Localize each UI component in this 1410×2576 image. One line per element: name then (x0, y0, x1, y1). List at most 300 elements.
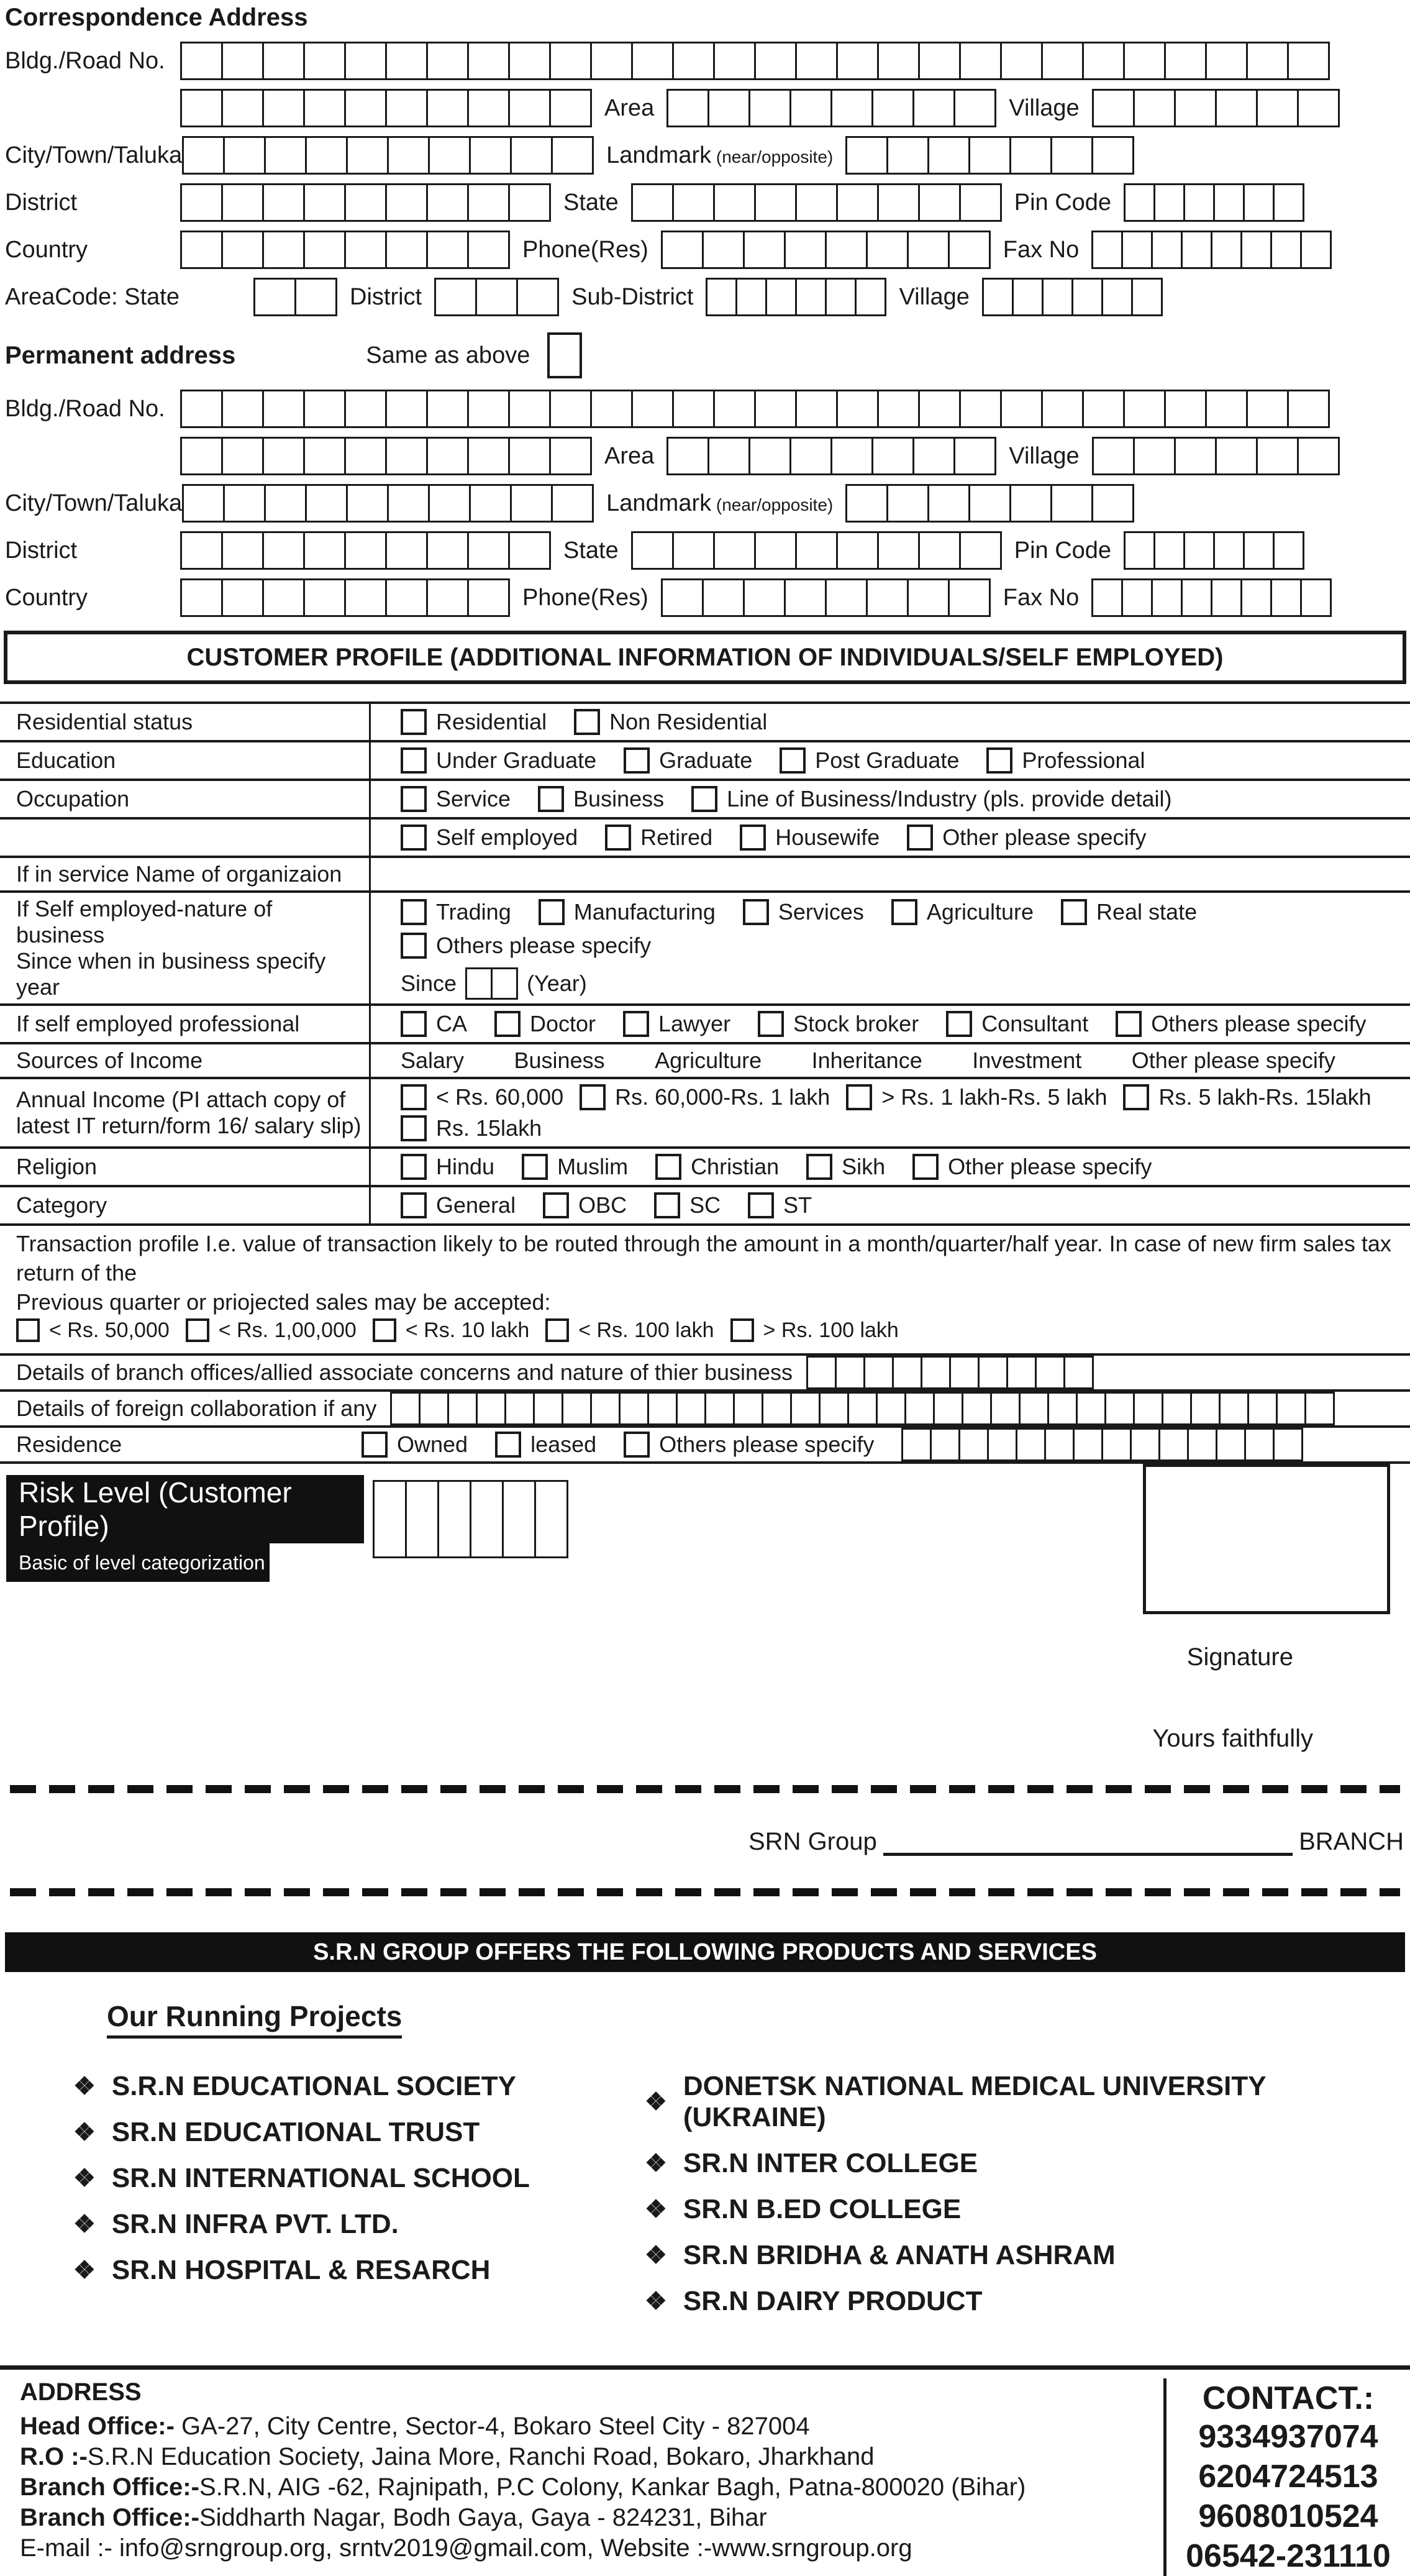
checkbox[interactable] (1061, 899, 1087, 925)
char-box[interactable] (756, 43, 797, 78)
char-box[interactable] (1123, 580, 1153, 615)
char-box[interactable] (346, 391, 387, 426)
checkbox[interactable] (401, 709, 427, 735)
checkbox[interactable] (654, 1192, 680, 1218)
checkbox[interactable] (758, 1011, 784, 1037)
char-box[interactable] (551, 439, 590, 473)
char-box[interactable] (305, 91, 346, 126)
char-box[interactable] (920, 43, 961, 78)
char-box[interactable] (1215, 185, 1245, 220)
char-box[interactable] (1215, 533, 1245, 568)
char-box[interactable] (821, 1394, 849, 1423)
char-box[interactable] (1242, 232, 1272, 267)
char-box[interactable] (1002, 43, 1043, 78)
char-box[interactable] (182, 185, 223, 220)
char-box[interactable] (1075, 1430, 1103, 1459)
char-box[interactable] (478, 1394, 506, 1423)
char-box[interactable] (305, 533, 346, 568)
char-box[interactable] (868, 232, 909, 267)
char-box[interactable] (879, 43, 920, 78)
char-box[interactable] (305, 43, 346, 78)
char-box[interactable] (1002, 391, 1043, 426)
char-box[interactable] (264, 232, 305, 267)
char-box[interactable] (346, 91, 387, 126)
char-box[interactable] (389, 486, 430, 521)
char-box[interactable] (421, 1394, 449, 1423)
char-box[interactable] (1272, 232, 1302, 267)
char-box[interactable] (750, 439, 791, 473)
char-box[interactable] (471, 138, 512, 173)
char-box[interactable] (407, 1482, 439, 1556)
char-box[interactable] (961, 43, 1002, 78)
char-box[interactable] (838, 43, 879, 78)
char-box[interactable] (950, 232, 989, 267)
char-box[interactable] (633, 185, 674, 220)
char-box[interactable] (888, 486, 929, 521)
char-box[interactable] (735, 1394, 763, 1423)
char-box[interactable] (1125, 43, 1166, 78)
checkbox[interactable] (495, 1432, 521, 1458)
char-box[interactable] (592, 43, 633, 78)
char-box[interactable] (469, 391, 510, 426)
char-box[interactable] (387, 185, 428, 220)
char-box[interactable] (797, 391, 838, 426)
char-box[interactable] (1185, 185, 1215, 220)
char-box[interactable] (182, 91, 223, 126)
char-box[interactable] (737, 280, 767, 314)
char-box[interactable] (989, 1430, 1017, 1459)
checkbox[interactable] (494, 1011, 521, 1037)
checkbox[interactable] (538, 786, 564, 812)
char-box[interactable] (756, 533, 797, 568)
char-box[interactable] (469, 91, 510, 126)
checkbox[interactable] (16, 1318, 40, 1342)
char-box[interactable] (879, 391, 920, 426)
char-box[interactable] (704, 580, 745, 615)
checkbox[interactable] (946, 1011, 972, 1037)
char-box[interactable] (1135, 439, 1176, 473)
char-box[interactable] (346, 439, 387, 473)
char-box[interactable] (1052, 486, 1093, 521)
char-box[interactable] (1135, 1394, 1163, 1423)
char-box[interactable] (903, 1430, 932, 1459)
char-box[interactable] (674, 533, 715, 568)
char-box[interactable] (223, 91, 264, 126)
checkbox[interactable] (401, 899, 427, 925)
char-box[interactable] (674, 43, 715, 78)
char-box[interactable] (745, 232, 786, 267)
checkbox[interactable] (362, 1432, 388, 1458)
char-box[interactable] (1011, 486, 1052, 521)
char-box[interactable] (668, 439, 709, 473)
char-box[interactable] (1217, 439, 1258, 473)
char-box[interactable] (1275, 1430, 1301, 1459)
char-box[interactable] (428, 185, 469, 220)
char-box[interactable] (1189, 1430, 1217, 1459)
char-box[interactable] (553, 138, 592, 173)
char-box[interactable] (182, 391, 223, 426)
char-box[interactable] (305, 232, 346, 267)
char-box[interactable] (1084, 43, 1125, 78)
char-box[interactable] (767, 280, 797, 314)
char-box[interactable] (428, 91, 469, 126)
char-box[interactable] (786, 232, 827, 267)
char-box[interactable] (563, 1394, 592, 1423)
char-box[interactable] (346, 232, 387, 267)
char-box[interactable] (387, 439, 428, 473)
char-box[interactable] (428, 533, 469, 568)
char-box[interactable] (1302, 232, 1330, 267)
char-box[interactable] (1093, 232, 1123, 267)
char-box[interactable] (1207, 391, 1248, 426)
char-box[interactable] (1094, 91, 1135, 126)
checkbox[interactable] (740, 824, 766, 851)
char-box[interactable] (469, 232, 508, 267)
char-box[interactable] (1212, 580, 1242, 615)
char-box[interactable] (868, 580, 909, 615)
char-box[interactable] (449, 1394, 478, 1423)
char-box[interactable] (920, 391, 961, 426)
char-box[interactable] (888, 138, 929, 173)
char-box[interactable] (709, 439, 750, 473)
char-box[interactable] (709, 91, 750, 126)
char-box[interactable] (951, 1358, 980, 1387)
char-box[interactable] (1043, 43, 1084, 78)
char-box[interactable] (510, 43, 551, 78)
char-box[interactable] (1065, 1358, 1092, 1387)
char-box[interactable] (1021, 1394, 1049, 1423)
char-box[interactable] (387, 91, 428, 126)
char-box[interactable] (797, 185, 838, 220)
char-box[interactable] (1302, 580, 1330, 615)
char-box[interactable] (1275, 185, 1303, 220)
char-box[interactable] (551, 43, 592, 78)
char-box[interactable] (1258, 439, 1299, 473)
char-box[interactable] (223, 391, 264, 426)
char-box[interactable] (808, 1358, 837, 1387)
char-box[interactable] (469, 439, 510, 473)
char-box[interactable] (827, 232, 868, 267)
checkbox[interactable] (401, 1115, 427, 1141)
char-box[interactable] (906, 1394, 935, 1423)
char-box[interactable] (184, 138, 225, 173)
char-box[interactable] (387, 580, 428, 615)
char-box[interactable] (929, 138, 970, 173)
char-box[interactable] (786, 580, 827, 615)
checkbox[interactable] (907, 824, 933, 851)
char-box[interactable] (223, 43, 264, 78)
char-box[interactable] (649, 1394, 678, 1423)
char-box[interactable] (707, 280, 737, 314)
char-box[interactable] (832, 91, 873, 126)
char-box[interactable] (756, 391, 797, 426)
char-box[interactable] (791, 439, 832, 473)
char-box[interactable] (182, 439, 223, 473)
char-box[interactable] (1245, 533, 1275, 568)
char-box[interactable] (305, 439, 346, 473)
char-box[interactable] (1093, 580, 1123, 615)
char-box[interactable] (510, 391, 551, 426)
char-box[interactable] (961, 391, 1002, 426)
char-box[interactable] (184, 486, 225, 521)
char-box[interactable] (745, 580, 786, 615)
char-box[interactable] (592, 1394, 621, 1423)
char-box[interactable] (633, 391, 674, 426)
char-box[interactable] (1073, 280, 1103, 314)
char-box[interactable] (950, 580, 989, 615)
char-box[interactable] (929, 486, 970, 521)
char-box[interactable] (1037, 1358, 1065, 1387)
char-box[interactable] (264, 580, 305, 615)
char-box[interactable] (668, 91, 709, 126)
char-box[interactable] (1248, 43, 1289, 78)
checkbox[interactable] (545, 1318, 569, 1342)
char-box[interactable] (223, 580, 264, 615)
char-box[interactable] (512, 486, 553, 521)
char-box[interactable] (255, 280, 296, 314)
checkbox[interactable] (401, 1011, 427, 1037)
char-box[interactable] (346, 185, 387, 220)
checkbox[interactable] (539, 899, 565, 925)
char-box[interactable] (1093, 138, 1132, 173)
char-box[interactable] (305, 185, 346, 220)
char-box[interactable] (348, 486, 389, 521)
char-box[interactable] (305, 580, 346, 615)
char-box[interactable] (439, 1482, 471, 1556)
char-box[interactable] (510, 439, 551, 473)
char-box[interactable] (1289, 43, 1328, 78)
char-box[interactable] (1052, 138, 1093, 173)
char-box[interactable] (296, 280, 335, 314)
char-box[interactable] (865, 1358, 894, 1387)
char-box[interactable] (1044, 280, 1073, 314)
char-box[interactable] (1153, 580, 1183, 615)
char-box[interactable] (715, 391, 756, 426)
char-box[interactable] (1126, 185, 1155, 220)
checkbox[interactable] (846, 1084, 872, 1110)
char-box[interactable] (797, 533, 838, 568)
char-box[interactable] (1166, 43, 1207, 78)
char-box[interactable] (223, 439, 264, 473)
char-box[interactable] (678, 1394, 706, 1423)
char-box[interactable] (633, 533, 674, 568)
char-box[interactable] (1133, 280, 1161, 314)
char-box[interactable] (504, 1482, 536, 1556)
char-box[interactable] (857, 280, 885, 314)
char-box[interactable] (469, 533, 510, 568)
checkbox[interactable] (605, 824, 631, 851)
char-box[interactable] (506, 1394, 535, 1423)
char-box[interactable] (879, 185, 920, 220)
char-box[interactable] (1272, 580, 1302, 615)
char-box[interactable] (873, 439, 914, 473)
char-box[interactable] (264, 91, 305, 126)
char-box[interactable] (430, 486, 471, 521)
char-box[interactable] (961, 533, 1000, 568)
char-box[interactable] (838, 533, 879, 568)
char-box[interactable] (471, 486, 512, 521)
char-box[interactable] (264, 391, 305, 426)
char-box[interactable] (1094, 439, 1135, 473)
char-box[interactable] (553, 486, 592, 521)
checkbox[interactable] (780, 747, 806, 774)
char-box[interactable] (955, 439, 994, 473)
char-box[interactable] (879, 533, 920, 568)
char-box[interactable] (387, 533, 428, 568)
char-box[interactable] (307, 138, 348, 173)
char-box[interactable] (346, 580, 387, 615)
char-box[interactable] (182, 232, 223, 267)
char-box[interactable] (264, 439, 305, 473)
char-box[interactable] (674, 185, 715, 220)
char-box[interactable] (706, 1394, 735, 1423)
checkbox[interactable] (373, 1318, 396, 1342)
char-box[interactable] (963, 1394, 992, 1423)
char-box[interactable] (970, 486, 1011, 521)
checkbox[interactable] (401, 1192, 427, 1218)
char-box[interactable] (1155, 533, 1185, 568)
char-box[interactable] (346, 43, 387, 78)
char-box[interactable] (1135, 91, 1176, 126)
char-box[interactable] (469, 185, 510, 220)
char-box[interactable] (510, 533, 549, 568)
char-box[interactable] (182, 533, 223, 568)
checkbox[interactable] (401, 824, 427, 851)
char-box[interactable] (535, 1394, 563, 1423)
char-box[interactable] (960, 1430, 989, 1459)
char-box[interactable] (1126, 533, 1155, 568)
char-box[interactable] (878, 1394, 906, 1423)
checkbox[interactable] (1116, 1011, 1142, 1037)
checkbox[interactable] (401, 747, 427, 774)
char-box[interactable] (1299, 91, 1338, 126)
char-box[interactable] (392, 1394, 421, 1423)
char-box[interactable] (1078, 1394, 1106, 1423)
char-box[interactable] (984, 280, 1014, 314)
char-box[interactable] (428, 439, 469, 473)
char-box[interactable] (792, 1394, 821, 1423)
checkbox[interactable] (912, 1154, 939, 1180)
checkbox[interactable] (986, 747, 1012, 774)
char-box[interactable] (512, 138, 553, 173)
char-box[interactable] (838, 185, 879, 220)
char-box[interactable] (1289, 391, 1328, 426)
char-box[interactable] (674, 391, 715, 426)
char-box[interactable] (1008, 1358, 1037, 1387)
char-box[interactable] (428, 391, 469, 426)
branch-name-blank[interactable] (883, 1828, 1293, 1856)
checkbox[interactable] (186, 1318, 209, 1342)
char-box[interactable] (1248, 391, 1289, 426)
char-box[interactable] (1093, 486, 1132, 521)
char-box[interactable] (847, 138, 888, 173)
char-box[interactable] (849, 1394, 878, 1423)
char-box[interactable] (837, 1358, 865, 1387)
char-box[interactable] (1176, 91, 1217, 126)
char-box[interactable] (1242, 580, 1272, 615)
char-box[interactable] (1106, 1394, 1135, 1423)
char-box[interactable] (1258, 91, 1299, 126)
char-box[interactable] (763, 1394, 792, 1423)
char-box[interactable] (756, 185, 797, 220)
char-box[interactable] (1017, 1430, 1046, 1459)
char-box[interactable] (920, 185, 961, 220)
char-box[interactable] (797, 280, 827, 314)
char-box[interactable] (935, 1394, 963, 1423)
char-box[interactable] (389, 138, 430, 173)
checkbox[interactable] (624, 747, 650, 774)
char-box[interactable] (961, 185, 1000, 220)
char-box[interactable] (387, 232, 428, 267)
char-box[interactable] (663, 232, 704, 267)
char-box[interactable] (932, 1430, 960, 1459)
char-box[interactable] (992, 1394, 1021, 1423)
char-box[interactable] (1103, 280, 1133, 314)
char-box[interactable] (704, 232, 745, 267)
char-box[interactable] (1183, 232, 1212, 267)
char-box[interactable] (225, 486, 266, 521)
char-box[interactable] (922, 1358, 951, 1387)
char-box[interactable] (551, 391, 592, 426)
char-box[interactable] (182, 43, 223, 78)
char-box[interactable] (920, 533, 961, 568)
char-box[interactable] (1014, 280, 1044, 314)
char-box[interactable] (1246, 1430, 1275, 1459)
checkbox[interactable] (401, 786, 427, 812)
char-box[interactable] (1084, 391, 1125, 426)
char-box[interactable] (1132, 1430, 1160, 1459)
checkbox[interactable] (691, 786, 717, 812)
char-box[interactable] (266, 486, 307, 521)
char-box[interactable] (387, 391, 428, 426)
char-box[interactable] (307, 486, 348, 521)
char-box[interactable] (375, 1482, 407, 1556)
char-box[interactable] (873, 91, 914, 126)
char-box[interactable] (914, 91, 955, 126)
char-box[interactable] (621, 1394, 649, 1423)
char-box[interactable] (182, 580, 223, 615)
char-box[interactable] (1163, 1394, 1192, 1423)
char-box[interactable] (827, 280, 857, 314)
signature-box[interactable] (1143, 1464, 1390, 1614)
char-box[interactable] (832, 439, 873, 473)
char-box[interactable] (264, 185, 305, 220)
char-box[interactable] (510, 91, 551, 126)
char-box[interactable] (847, 486, 888, 521)
char-box[interactable] (471, 1482, 504, 1556)
char-box[interactable] (493, 969, 516, 998)
checkbox[interactable] (743, 899, 769, 925)
char-box[interactable] (1212, 232, 1242, 267)
char-box[interactable] (1011, 138, 1052, 173)
char-box[interactable] (1192, 1394, 1221, 1423)
char-box[interactable] (1166, 391, 1207, 426)
checkbox[interactable] (655, 1154, 681, 1180)
checkbox[interactable] (401, 1084, 427, 1110)
char-box[interactable] (1123, 232, 1153, 267)
same-as-above-checkbox[interactable] (547, 332, 582, 378)
char-box[interactable] (264, 43, 305, 78)
char-box[interactable] (1176, 439, 1217, 473)
checkbox[interactable] (806, 1154, 832, 1180)
char-box[interactable] (1043, 391, 1084, 426)
char-box[interactable] (1217, 91, 1258, 126)
char-box[interactable] (1160, 1430, 1189, 1459)
checkbox[interactable] (1123, 1084, 1149, 1110)
char-box[interactable] (264, 533, 305, 568)
char-box[interactable] (914, 439, 955, 473)
checkbox[interactable] (624, 1432, 650, 1458)
